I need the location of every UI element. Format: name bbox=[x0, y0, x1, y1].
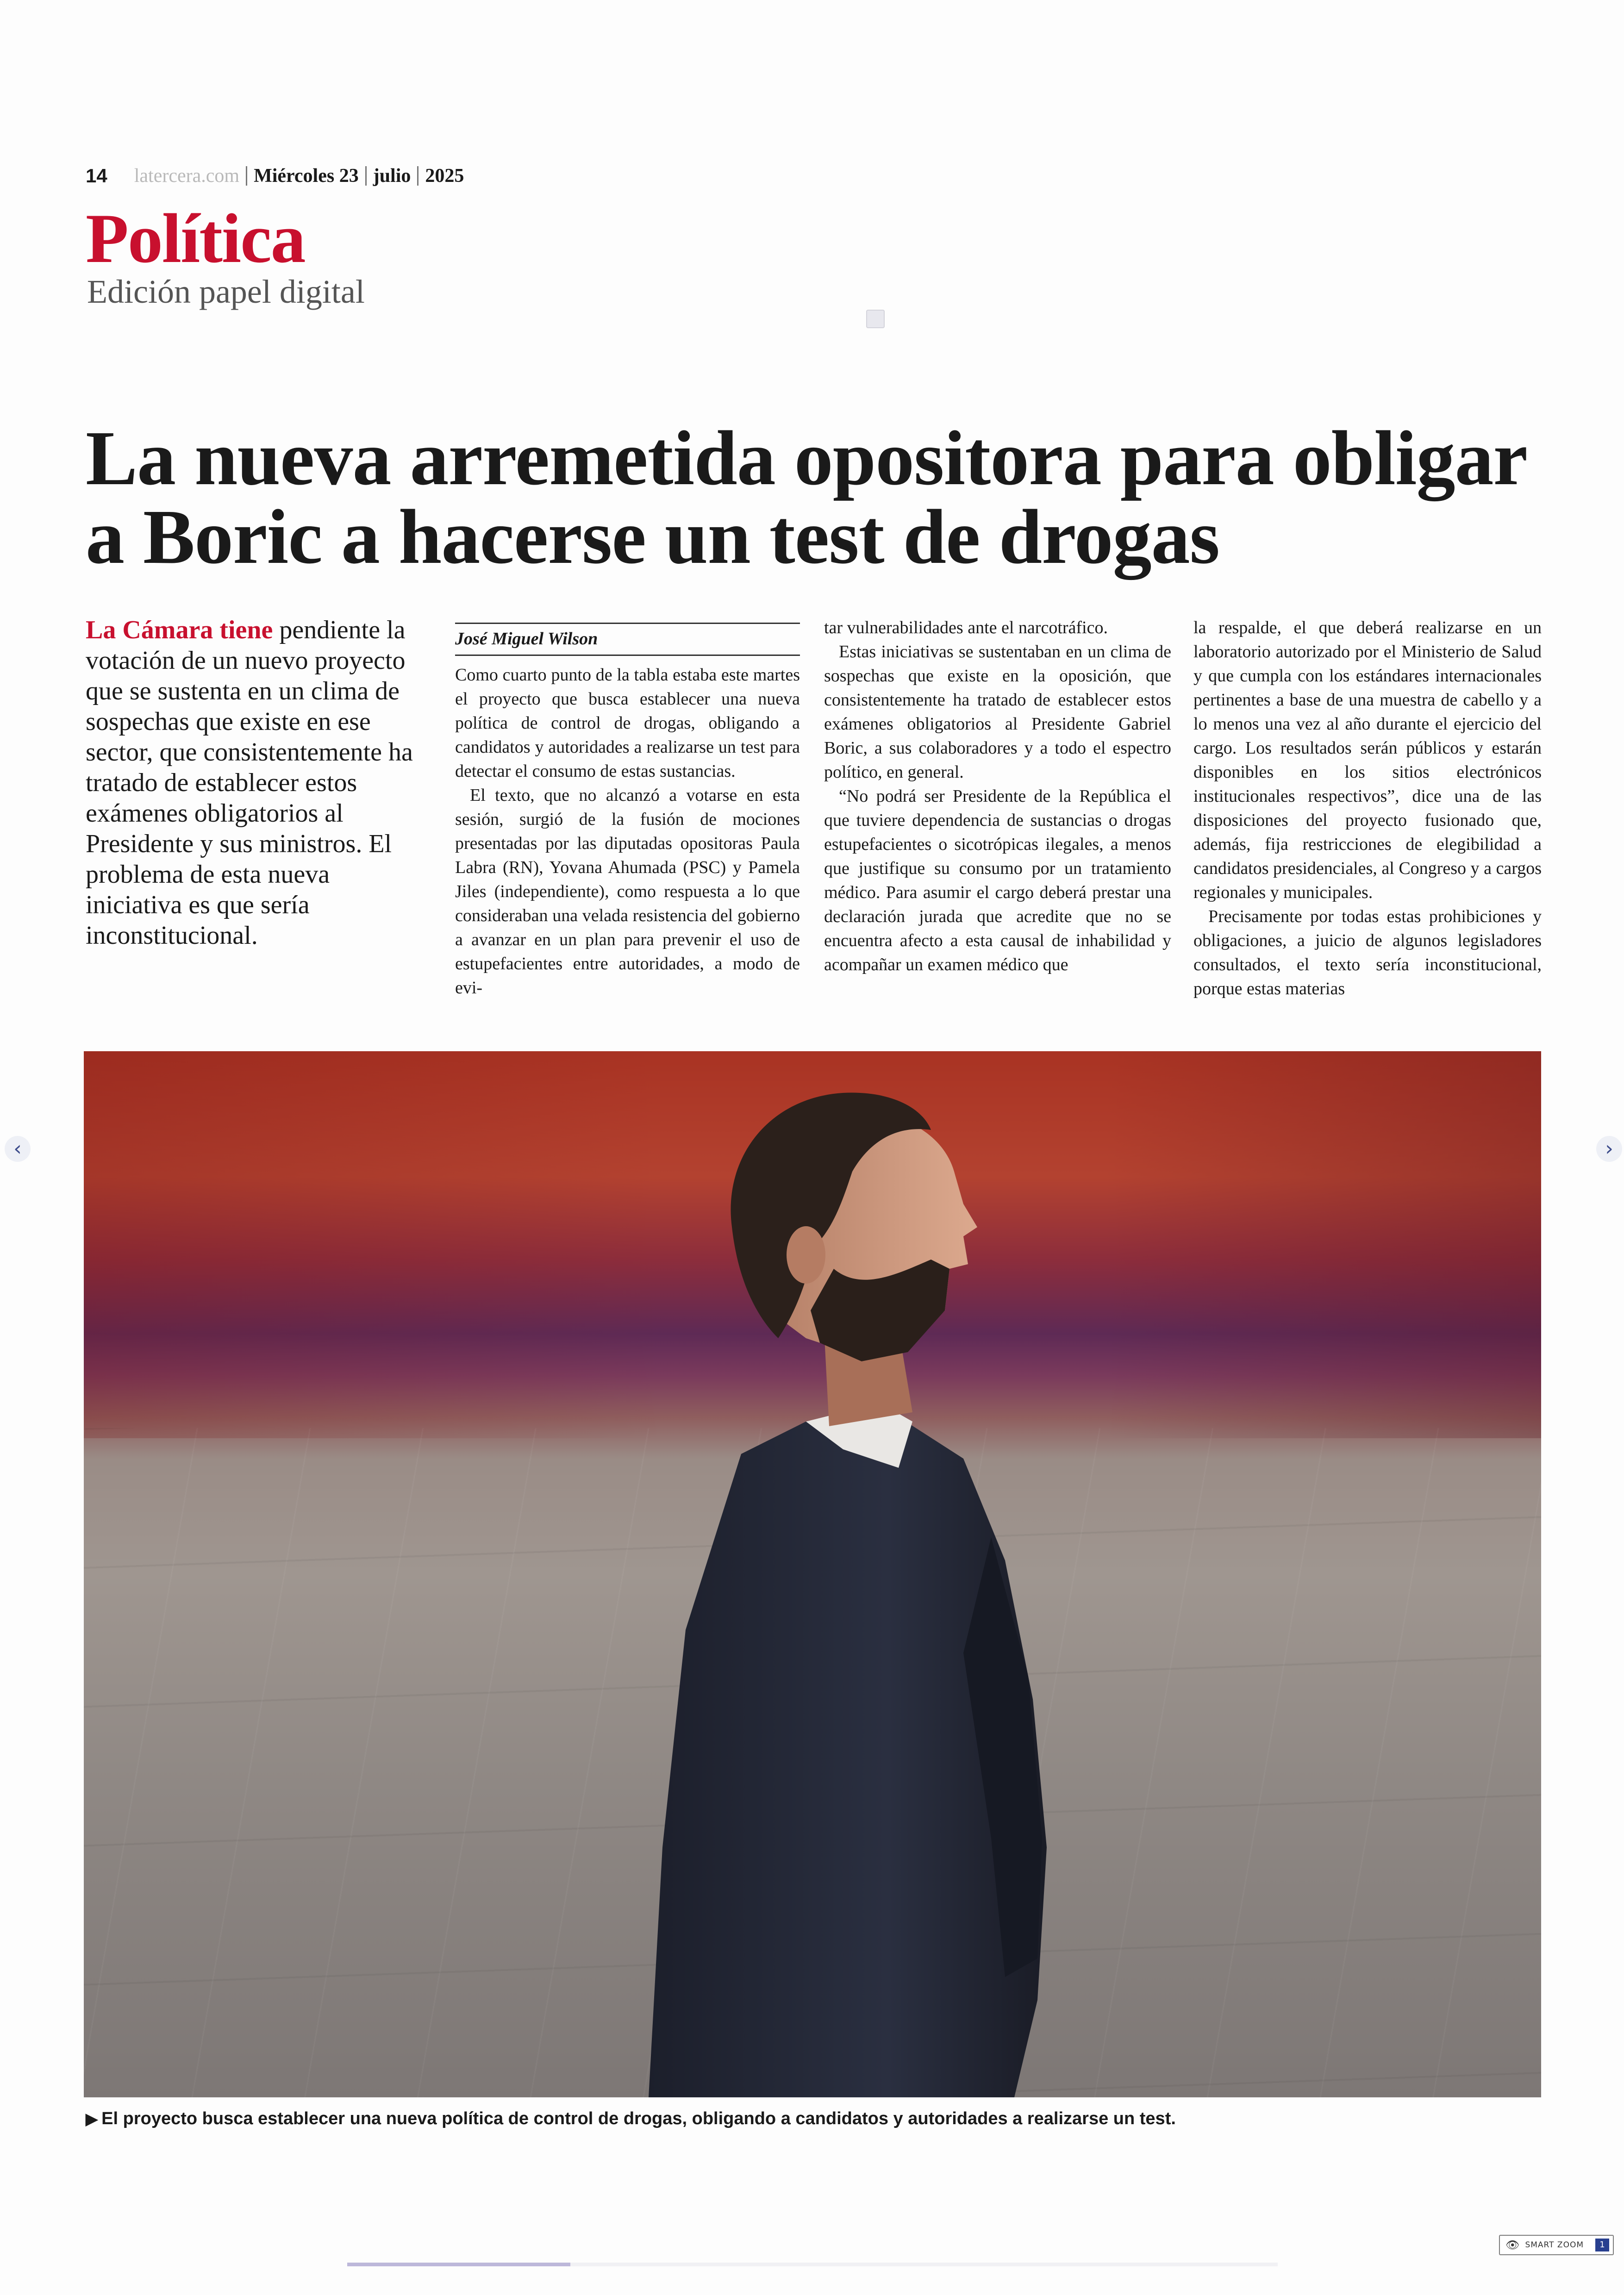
paragraph: “No podrá ser Presidente de la República el que tuviere dependencia de sustancias o drogas estupefacientes o sicotrópicas ilegales, a menos que justifique su consumo por un tratamiento médico. Para asumir el cargo deberá prestar una declaración jurada que acredite que no se encuentra afecto a esta causal de inhabilidad y acompañar un examen médico que bbox=[824, 786, 1171, 974]
chevron-right-icon: › bbox=[1605, 1137, 1613, 1160]
lede-kicker: La Cámara tiene bbox=[86, 616, 273, 644]
chevron-left-icon: ‹ bbox=[13, 1137, 22, 1160]
section-title: Política bbox=[86, 200, 305, 277]
photo-caption bbox=[86, 2107, 1176, 2131]
lede-text: pendiente la votación de un nuevo proyecto que se sustenta en un clima de sospechas que existe en ese sector, que consistentemente ha tratado de establecer estos exámenes obligatorios al Presidente y sus ministros. El problema de esta nueva iniciativa es que sería inconstitucional. bbox=[86, 616, 413, 950]
reading-progress-fill bbox=[347, 2263, 570, 2266]
folio-divider bbox=[365, 166, 367, 186]
folio-divider bbox=[417, 166, 418, 186]
byline: José Miguel Wilson bbox=[455, 623, 800, 656]
folio-weekday-day: Miércoles 23 bbox=[254, 165, 359, 187]
page-marker-icon[interactable] bbox=[866, 310, 885, 328]
page-number: 14 bbox=[86, 165, 107, 187]
body-column-3 bbox=[1193, 616, 1542, 1001]
smart-zoom-label: SMART ZOOM bbox=[1525, 2240, 1584, 2250]
paragraph: Estas iniciativas se sustentaban en un clima de sospechas que existe en la oposición, que consistentemente ha tratado de establecer estos exámenes obligatorios al Presidente Gabriel Boric, a sus colaboradores y a todo el espectro político, en general. bbox=[824, 642, 1171, 782]
eye-icon: 👁 bbox=[1505, 2239, 1520, 2251]
folio-year: 2025 bbox=[425, 165, 464, 187]
site-name[interactable]: latercera.com bbox=[134, 165, 240, 187]
folio-line bbox=[86, 162, 464, 190]
smart-zoom-button[interactable] bbox=[1499, 2235, 1614, 2255]
headline: La nueva arremetida opositora para obligar a Boric a hacerse un test de drogas bbox=[86, 415, 1526, 580]
folio-month: julio bbox=[373, 165, 411, 187]
paragraph: la respalde, el que deberá realizarse en un laboratorio autorizado por el Ministerio de Salud y que cumpla con los estándares internacionales pertinentes a base de una muestra de cabello y a lo menos una vez al año durante el ejercicio del cargo. Los resultados serán públicos y estarán disponibles en los sitios electrónicos institucionales respectivos”, dice una de las disposiciones del proyecto fusionado que, además, fija restricciones de elegibilidad a candidatos presidenciales, al Congreso y a cargos regionales y municipales. bbox=[1193, 618, 1542, 902]
folio-divider bbox=[246, 166, 247, 186]
photo-person-silhouette bbox=[84, 1051, 1541, 2097]
body-column-1 bbox=[455, 663, 800, 1000]
paragraph: Como cuarto punto de la tabla estaba este martes el proyecto que busca establecer una nueva política de control de drogas, obligando a candidatos y autoridades a realizarse un test para detectar el consumo de estas sustancias. bbox=[455, 665, 800, 781]
page-count-badge: 1 bbox=[1595, 2239, 1609, 2251]
lede bbox=[86, 615, 424, 951]
previous-page-button[interactable] bbox=[5, 1136, 31, 1162]
next-page-button[interactable] bbox=[1596, 1136, 1622, 1162]
body-column-2 bbox=[824, 616, 1171, 977]
caption-marker-icon: ▶ bbox=[86, 2110, 98, 2128]
paragraph: El texto, que no alcanzó a votarse en esta sesión, surgió de la fusión de mociones presentadas por las diputadas opositoras Paula Labra (RN), Yovana Ahumada (PSC) y Pamela Jiles (independiente), como respuesta a lo que consideraban una velada resistencia del gobierno a avanzar en un plan para prevenir el uso de estupefacientes entre autoridades, a modo de evi- bbox=[455, 786, 800, 998]
caption-text: El proyecto busca establecer una nueva política de control de drogas, obligando a candidatos y autoridades a realizarse un test. bbox=[101, 2109, 1176, 2128]
edition-label: Edición papel digital bbox=[87, 273, 365, 310]
article-photo bbox=[84, 1051, 1541, 2097]
paragraph: tar vulnerabilidades ante el narcotráfico. bbox=[824, 618, 1108, 637]
paragraph: Precisamente por todas estas prohibiciones y obligaciones, a juicio de algunos legisladores consultados, el texto sería inconstitucional, porque estas materias bbox=[1193, 907, 1542, 998]
